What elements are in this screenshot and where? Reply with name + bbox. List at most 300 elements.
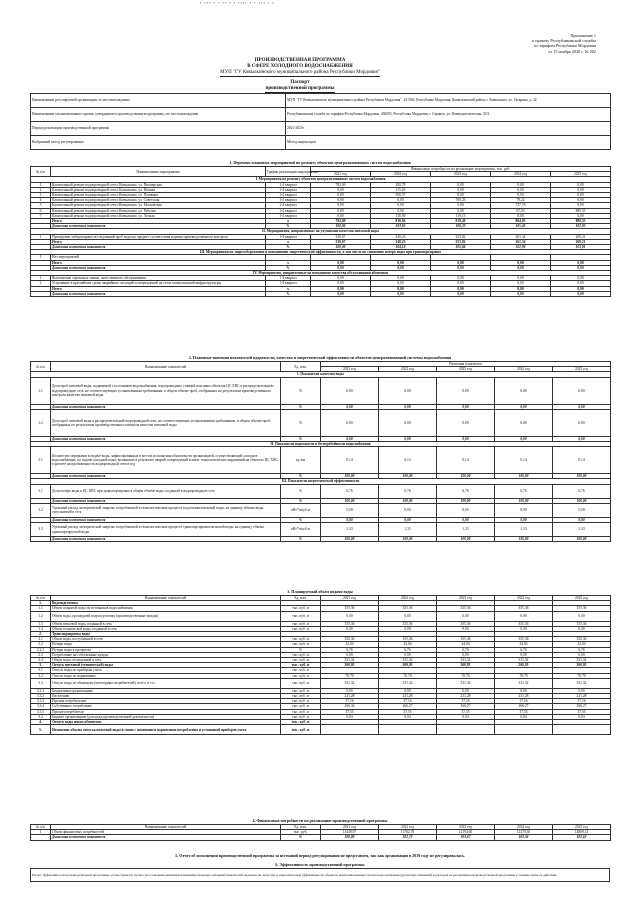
table-cell: 37,16 — [553, 699, 611, 704]
value-cell: 1,33 — [321, 523, 379, 537]
table-cell: 0,00 — [431, 203, 491, 208]
table-cell: 12194,60 — [437, 830, 495, 835]
table-cell: 0,00 — [437, 652, 495, 657]
unit: % — [281, 474, 321, 479]
table-cell: 1-4 квартал — [266, 203, 311, 208]
indicator-name: Отпуск питьевой (технической) воды — [51, 663, 281, 668]
year-header: 2023 год — [437, 596, 495, 601]
indicator-name: Объем финансовых потребностей — [51, 830, 281, 835]
table-cell — [495, 725, 553, 735]
value-cell: 0,00 — [495, 503, 553, 517]
value-cell: 0,00 — [321, 404, 379, 409]
indicator-name: Прочие потребители — [51, 709, 281, 714]
table-cell: Динамика изменения показателя — [51, 245, 266, 250]
indicator-name: Собственное потребление — [51, 704, 281, 709]
table-cell: тыс. куб. м — [281, 663, 321, 668]
table-cell: 0,00 — [491, 187, 551, 192]
table-cell: 0,04 — [379, 714, 437, 719]
value-cell: 0,00 — [437, 409, 495, 436]
indicator-name: Объем воды, отпущенной в сеть — [51, 658, 281, 663]
value-cell: 100,00 — [379, 537, 437, 542]
table-cell: тыс. куб. м — [281, 699, 321, 704]
table-cell: 0,00 — [431, 291, 491, 296]
value-cell: 0,00 — [321, 503, 379, 517]
table-cell: 700,25 — [431, 198, 491, 203]
table-cell: 1-4 квартал — [266, 208, 311, 213]
table-cell: 3.3.4 — [31, 704, 51, 709]
table-cell: 231,28 — [437, 694, 495, 699]
table-cell: 355,36 — [495, 606, 553, 611]
dynamics-label: Динамика изменения показателя — [51, 498, 281, 503]
measure-name: Капитальный ремонт водопроводной сети г.Ковылкино, ул. Московская — [51, 203, 266, 208]
table-cell: 0,00 — [311, 276, 371, 281]
table-cell: 0,00 — [371, 286, 431, 291]
unit: кВт*ч/куб.м — [281, 503, 321, 517]
table-cell: 231,28 — [553, 694, 611, 699]
table-cell: 331,32 — [495, 658, 553, 663]
table-cell: тыс. куб. м — [281, 709, 321, 714]
table-cell: 0,00 — [371, 291, 431, 296]
table-cell: 103,67 — [437, 835, 495, 840]
table-cell: 331,32 — [437, 678, 495, 688]
dynamics-label: Динамика изменения показателя — [51, 474, 281, 479]
table-cell: 0,00 — [321, 652, 379, 657]
value-cell: 0,00 — [321, 409, 379, 436]
table-cell: 266,27 — [379, 704, 437, 709]
indicator-name: Удельный расход электрической энергии, потребляемой в технологическом процессе подготовки питьевой воды, на единицу объема воды, отпускаемой в сеть — [51, 503, 281, 517]
year-header: 2022 год — [379, 825, 437, 830]
table-cell: 0,00 — [551, 281, 611, 286]
table-cell: тыс. куб. м — [281, 704, 321, 709]
value-cell: 100,00 — [321, 537, 379, 542]
table-cell: 355,36 — [379, 621, 437, 626]
table-cell: х — [266, 260, 311, 265]
table-cell: 266,27 — [495, 704, 553, 709]
year-header: 2025 год — [553, 596, 611, 601]
passport-label: Наименование уполномоченного органа, утвердившего производственную программу, его местонахождение — [31, 108, 286, 122]
indicator-name: Объем технической воды, поданной в сеть — [51, 626, 281, 631]
col-num: № п/п — [31, 825, 51, 830]
row-number: 3.1 — [31, 484, 51, 498]
table-cell: 119,15 — [431, 213, 491, 218]
value-cell: 100,00 — [321, 498, 379, 503]
unit: % — [281, 484, 321, 498]
document-title — [150, 58, 450, 77]
value-cell: 100,00 — [495, 537, 553, 542]
indicator-name: Транспортировка воды — [51, 632, 281, 637]
efficiency-text: Расчет эффективности производственной программы осуществляется путем сопоставления динамики изменения плановых значений показателей надежности, качества и энергетической эффективности объектов централизованных систем водоснабжения (расчетных значений) и расходов на реализацию производственной программы в течение срока ее действия — [31, 869, 610, 882]
table-cell: 0,00 — [491, 276, 551, 281]
table-cell: 1.1 — [31, 606, 51, 611]
table-cell: 0,00 — [431, 187, 491, 192]
row-number: 2.1 — [31, 447, 51, 474]
table-cell: тыс. куб. м — [281, 673, 321, 678]
value-cell: 0,00 — [437, 404, 495, 409]
row-number: 1.2 — [31, 409, 51, 436]
measure-name: Капитальный ремонт водопроводной сети г.Ковылкино, ул. Пионерская — [51, 182, 266, 187]
table-cell: 130,00 — [371, 213, 431, 218]
year-header: 2024 год — [495, 825, 553, 830]
table-cell: тыс. куб. м — [281, 642, 321, 647]
table-cell: 0,00 — [311, 213, 371, 218]
table-cell: 1-4 квартал — [266, 213, 311, 218]
table-cell: 102,63 — [553, 835, 611, 840]
table-cell: 37,16 — [379, 699, 437, 704]
year-header: 2022 год — [379, 596, 437, 601]
passport-value: Метод индексации — [286, 136, 611, 150]
table-cell: 331,32 — [495, 678, 553, 688]
table-cell: 4. — [31, 720, 51, 725]
table-cell: 231,28 — [321, 694, 379, 699]
section4-table — [30, 824, 611, 841]
table-cell: 0,00 — [311, 265, 371, 270]
indicator-name: Объем поднятой воды из источников водоснабжения — [51, 606, 281, 611]
table-cell: 0,00 — [553, 652, 611, 657]
passport-heading — [150, 80, 450, 93]
table-cell: 355,36 — [437, 621, 495, 626]
table-cell: 0,00 — [491, 265, 551, 270]
table-cell: х — [266, 219, 311, 224]
unit: % — [281, 436, 321, 441]
section2-caption: 2. Плановые значения показателей надежности, качества и энергетической эффективности объектов централизованной системы водоснабжения — [188, 355, 452, 360]
table-cell: 331,32 — [379, 658, 437, 663]
value-cell: 0,00 — [495, 436, 553, 441]
table-cell: 889,55 — [551, 208, 611, 213]
table-cell: 0,00 — [379, 652, 437, 657]
table-cell: 0,00 — [553, 626, 611, 631]
value-cell: 0,14 — [321, 447, 379, 474]
table-cell: 0,00 — [431, 281, 491, 286]
col-name: Наименование мероприятия — [51, 167, 266, 177]
year-header: 2021 год — [321, 596, 379, 601]
indicator-name: Отпуск воды иным абонентам — [51, 720, 281, 725]
section6-caption: 6. Эффективность производственной программы — [275, 862, 365, 867]
measure-name: Устранение в кратчайшие сроки аварийных ситуаций и повреждений на сетях коммунальной инфраструктуры — [51, 281, 266, 286]
value-cell: 0,00 — [553, 517, 611, 522]
passport-value: МУП "ГУ Ковылкинского муниципального района Республики Мордовия", 431940, Республика Мордовия, Ковылкинский район, г. Ковылкино, ул. Гагарина, д. 42 — [286, 94, 611, 108]
table-cell: 7 — [31, 213, 51, 218]
table-cell: 261,34 — [491, 234, 551, 239]
table-cell — [379, 725, 437, 735]
value-cell: 100,00 — [437, 537, 495, 542]
year-header: 2025 год — [551, 172, 611, 177]
passport-heading-1: Паспорт — [290, 80, 310, 85]
indicator-name: Отпуск воды по абонентам (категориям потребителей), всего, в т.ч.: — [51, 678, 281, 688]
approval-line: по тарифам Республики Мордовия — [534, 43, 596, 49]
table-cell: 0,00 — [379, 611, 437, 621]
value-cell: 100,00 — [495, 474, 553, 479]
unit: кВт*ч/куб.м — [281, 523, 321, 537]
table-cell: 0,00 — [491, 213, 551, 218]
table-cell: 0,00 — [431, 260, 491, 265]
value-cell: 0,00 — [553, 404, 611, 409]
indicator-name: Динамика изменения показателя — [51, 835, 281, 840]
table-cell: 0,00 — [371, 276, 431, 281]
table-cell: 331,32 — [553, 678, 611, 688]
indicator-name: Бюджетным организациям — [51, 688, 281, 693]
value-cell: 0,00 — [495, 409, 553, 436]
value-cell: 0,00 — [553, 409, 611, 436]
table-cell: 0,00 — [321, 688, 379, 693]
measure-name: Нет мероприятий — [51, 255, 266, 260]
table-cell: 240,23 — [371, 234, 431, 239]
table-cell: тыс. куб. м — [281, 678, 321, 688]
table-cell: 0,00 — [311, 187, 371, 192]
table-cell: 253,82 — [431, 239, 491, 244]
table-cell: 266,27 — [553, 704, 611, 709]
table-cell — [31, 835, 51, 840]
value-cell: 0,00 — [437, 503, 495, 517]
col-name: Наименование показателей — [51, 596, 281, 601]
year-header: 2021 год — [321, 825, 379, 830]
table-cell: 24,04 — [437, 642, 495, 647]
table-cell: % — [281, 647, 321, 652]
table-cell: 1.4 — [31, 626, 51, 631]
table-cell: 102,34 — [495, 835, 553, 840]
table-cell: 70,70 — [553, 673, 611, 678]
table-cell: 3.3 — [31, 678, 51, 688]
value-cell: 1,33 — [379, 523, 437, 537]
table-cell: 261,34 — [491, 239, 551, 244]
row-number: 1.1 — [31, 377, 51, 404]
table-cell: 500,57 — [371, 193, 431, 198]
table-cell: 0,00 — [311, 193, 371, 198]
measure-name: Капитальный ремонт водопроводной сети г.Ковылкино, ул. Рабочая — [51, 208, 266, 213]
table-cell: 104,14 — [371, 245, 431, 250]
table-cell: тыс. куб. м — [281, 637, 321, 642]
table-cell: 1. — [31, 601, 51, 606]
table-cell: 37,55 — [553, 709, 611, 714]
table-cell: 0,00 — [311, 281, 371, 286]
value-cell: 0,00 — [379, 503, 437, 517]
title-line-2: В СФЕРЕ ХОЛОДНОГО ВОДОСНАБЖЕНИЯ — [247, 64, 353, 69]
table-cell: 37,16 — [495, 699, 553, 704]
indicator-name: Объем воды, поступившей в сеть — [51, 637, 281, 642]
table-cell: 0,00 — [553, 688, 611, 693]
year-header: 2023 год — [437, 367, 495, 372]
table-cell: 864,05 — [491, 219, 551, 224]
table-cell: 0,00 — [437, 611, 495, 621]
value-cell: 0,00 — [321, 517, 379, 522]
indicator-name: Объем воды, прошедшей водоподготовку (производственные нужды) — [51, 611, 281, 621]
dynamics-label: Динамика изменения показателя — [51, 404, 281, 409]
value-cell: 0,00 — [495, 517, 553, 522]
approval-line: Приложение 1 — [570, 33, 596, 38]
section5-caption: 5. Отчет об исполнении производственной программы за истекший период регулирования не представлен, так как организация в 2019 году не регулировалась. — [175, 853, 465, 858]
value-cell: 0,14 — [437, 447, 495, 474]
table-cell — [437, 725, 495, 735]
group-heading: II. Показатели надежности и бесперебойности водоснабжения — [31, 442, 611, 447]
table-cell: 0,00 — [437, 626, 495, 631]
indicator-name: Доля потерь воды в ЦС ХВС при транспортировке в общем объеме воды, поданной в водопроводную сеть — [51, 484, 281, 498]
table-cell: % — [266, 265, 311, 270]
indicator-row — [31, 447, 611, 474]
table-cell: 0,00 — [437, 688, 495, 693]
table-cell: 260,03 — [553, 663, 611, 668]
indicator-name: Прочим потребителям — [51, 699, 281, 704]
table-cell: 2.4 — [31, 658, 51, 663]
table-cell: 2.2.1 — [31, 647, 51, 652]
table-cell: 0,00 — [311, 286, 371, 291]
unit: % — [281, 377, 321, 404]
table-cell: х — [266, 239, 311, 244]
group-heading: IV. Мероприятия, направленные на повышение качества обслуживания абонентов — [31, 271, 611, 276]
table-cell: 253,82 — [431, 234, 491, 239]
indicator-name: Водоподготовка — [51, 601, 281, 606]
table-cell: 269,21 — [551, 234, 611, 239]
value-cell: 0,00 — [379, 436, 437, 441]
approval-stamp — [476, 33, 596, 54]
table-cell: 355,36 — [321, 621, 379, 626]
table-cell — [31, 537, 51, 542]
passport-heading-2: производственной программы — [265, 86, 335, 91]
group-heading: II. Мероприятия, направленные на улучшение качества питьевой воды — [31, 229, 611, 234]
dynamics-label: Динамика изменения показателя — [51, 537, 281, 542]
dynamics-row — [31, 537, 611, 542]
table-cell: 0,00 — [321, 626, 379, 631]
table-cell: 3 — [31, 193, 51, 198]
value-cell: 0,00 — [379, 517, 437, 522]
table-cell: 0,00 — [321, 611, 379, 621]
col-unit: Ед. изм. — [281, 362, 321, 372]
table-cell: 0,00 — [551, 265, 611, 270]
table-cell: 0,00 — [551, 213, 611, 218]
table-cell: 100,00 — [311, 224, 371, 229]
table-cell: 0,00 — [551, 193, 611, 198]
passport-row — [31, 108, 611, 122]
value-cell: 0,00 — [437, 517, 495, 522]
table-cell: 11762,78 — [379, 830, 437, 835]
table-cell: 37,16 — [321, 699, 379, 704]
approval-line: к приказу Республиканской службы — [532, 38, 596, 44]
table-cell: 0,00 — [431, 182, 491, 187]
title-line-1: ПРОИЗВОДСТВЕННАЯ ПРОГРАММА — [254, 58, 346, 63]
col-val: Величина показателя — [321, 362, 611, 367]
table-cell: 355,36 — [321, 606, 379, 611]
table-cell: 6,76 — [437, 647, 495, 652]
group-heading: III. Показатели энергетической эффективности — [31, 479, 611, 484]
table-cell: 3.3.3 — [31, 699, 51, 704]
table-cell: 3.2 — [31, 673, 51, 678]
table-cell: 0,00 — [551, 291, 611, 296]
section1-caption: 1. Перечень плановых мероприятий по ремонту объектов централизованных систем водоснабжения — [229, 160, 411, 165]
indicator-name: Удельный расход электрической энергии, потребляемой в технологическом процессе транспортировки питьевой воды, на единицу объема транспортируемой воды — [51, 523, 281, 537]
table-cell: 24,04 — [495, 642, 553, 647]
table-row — [31, 611, 611, 621]
table-cell: 231,28 — [495, 694, 553, 699]
table-cell: 0,00 — [311, 291, 371, 296]
group-heading: I. Показатели качества воды — [31, 372, 611, 377]
table-cell: 102,96 — [491, 245, 551, 250]
value-cell: 6,76 — [437, 484, 495, 498]
col-num: № п/п — [31, 596, 51, 601]
table-cell: 0,00 — [491, 182, 551, 187]
row-number: 3.2 — [31, 503, 51, 517]
year-header: 2021 год — [321, 367, 379, 372]
table-cell: 102,73 — [379, 835, 437, 840]
table-cell: 6 — [31, 208, 51, 213]
table-cell: 5 — [31, 203, 51, 208]
table-cell: 260,03 — [437, 663, 495, 668]
value-cell: 0,00 — [495, 377, 553, 404]
table-cell: тыс. куб. м — [281, 694, 321, 699]
table-cell: 102,95 — [551, 224, 611, 229]
table-cell: 0,00 — [491, 291, 551, 296]
unit: % — [281, 537, 321, 542]
table-cell: 12479,36 — [495, 830, 553, 835]
table-cell: 1-4 квартал — [266, 198, 311, 203]
indicator-name: Отпуск воды по нормативам — [51, 673, 281, 678]
table-cell: 260,03 — [379, 663, 437, 668]
table-cell: 727,76 — [491, 203, 551, 208]
value-cell: 100,00 — [553, 498, 611, 503]
table-cell: тыс. куб. м — [281, 611, 321, 621]
table-cell: 0,00 — [371, 198, 431, 203]
table-cell: 1.2 — [31, 611, 51, 621]
table-cell: 792,69 — [311, 219, 371, 224]
table-cell: тыс. куб. м — [281, 668, 321, 673]
table-cell: 0,00 — [553, 611, 611, 621]
table-cell: 0,00 — [371, 203, 431, 208]
table-cell: 79,22 — [491, 198, 551, 203]
table-cell: 889,55 — [551, 219, 611, 224]
measure-name: Выполнение сервисных заявок, качественного обслуживания — [51, 276, 266, 281]
table-cell: 0,00 — [491, 286, 551, 291]
table-cell: х — [266, 286, 311, 291]
table-cell: 355,36 — [553, 621, 611, 626]
table-cell: 0,00 — [371, 260, 431, 265]
table-cell: 260,03 — [321, 663, 379, 668]
table-cell: 67,03 — [491, 208, 551, 213]
table-cell: 266,36 — [321, 704, 379, 709]
table-cell: 0,00 — [379, 688, 437, 693]
approval-line: от 15 ноября 2020 г. № 202 — [548, 48, 596, 54]
table-cell: 24,04 — [321, 642, 379, 647]
table-cell: 0,00 — [371, 265, 431, 270]
table-cell: 355,36 — [437, 637, 495, 642]
table-cell: Динамика изменения показателя — [51, 265, 266, 270]
table-cell: 1 — [31, 830, 51, 835]
measure-name: Капитальный ремонт водопроводной сети г.Ковылкино, ул. Пушкина — [51, 193, 266, 198]
passport-row — [31, 122, 611, 136]
table-cell: 3.1 — [31, 668, 51, 673]
table-row — [31, 725, 611, 735]
table-cell: % — [266, 245, 311, 250]
table-cell: 230,67 — [311, 239, 371, 244]
table-cell: 70,70 — [321, 673, 379, 678]
table-cell: 1-4 квартал — [266, 182, 311, 187]
section4-caption: 4. Финансовые потребности на реализацию производственной программы — [252, 818, 388, 823]
table-row — [31, 835, 611, 840]
indicator-name: Населению — [51, 694, 281, 699]
value-cell: 6,76 — [553, 484, 611, 498]
table-cell: тыс. руб. — [281, 830, 321, 835]
value-cell: 0,00 — [553, 377, 611, 404]
table-cell: 1 — [31, 234, 51, 239]
indicator-name: Потери воды — [51, 642, 281, 647]
indicator-name: Отпуск воды по приборам учета — [51, 668, 281, 673]
table-cell: 0,00 — [551, 187, 611, 192]
section6-table — [30, 868, 610, 882]
passport-row — [31, 94, 611, 108]
value-cell: 0,00 — [321, 436, 379, 441]
row-number: 3.3 — [31, 523, 51, 537]
table-row — [31, 678, 611, 688]
indicator-name: Количество перерывов в подаче воды, зафиксированных в местах исполнения обязательств организацией, осуществляющей холодное водоснабжение, по подаче холодной воды, возникших в результате аварий, повреждений и иных технологических нарушений на объектах ЦС ХВС, в расчете на протяженность водопроводной сети в год — [51, 447, 281, 474]
value-cell: 100,00 — [437, 498, 495, 503]
table-cell — [553, 725, 611, 735]
table-cell: 6,76 — [495, 647, 553, 652]
